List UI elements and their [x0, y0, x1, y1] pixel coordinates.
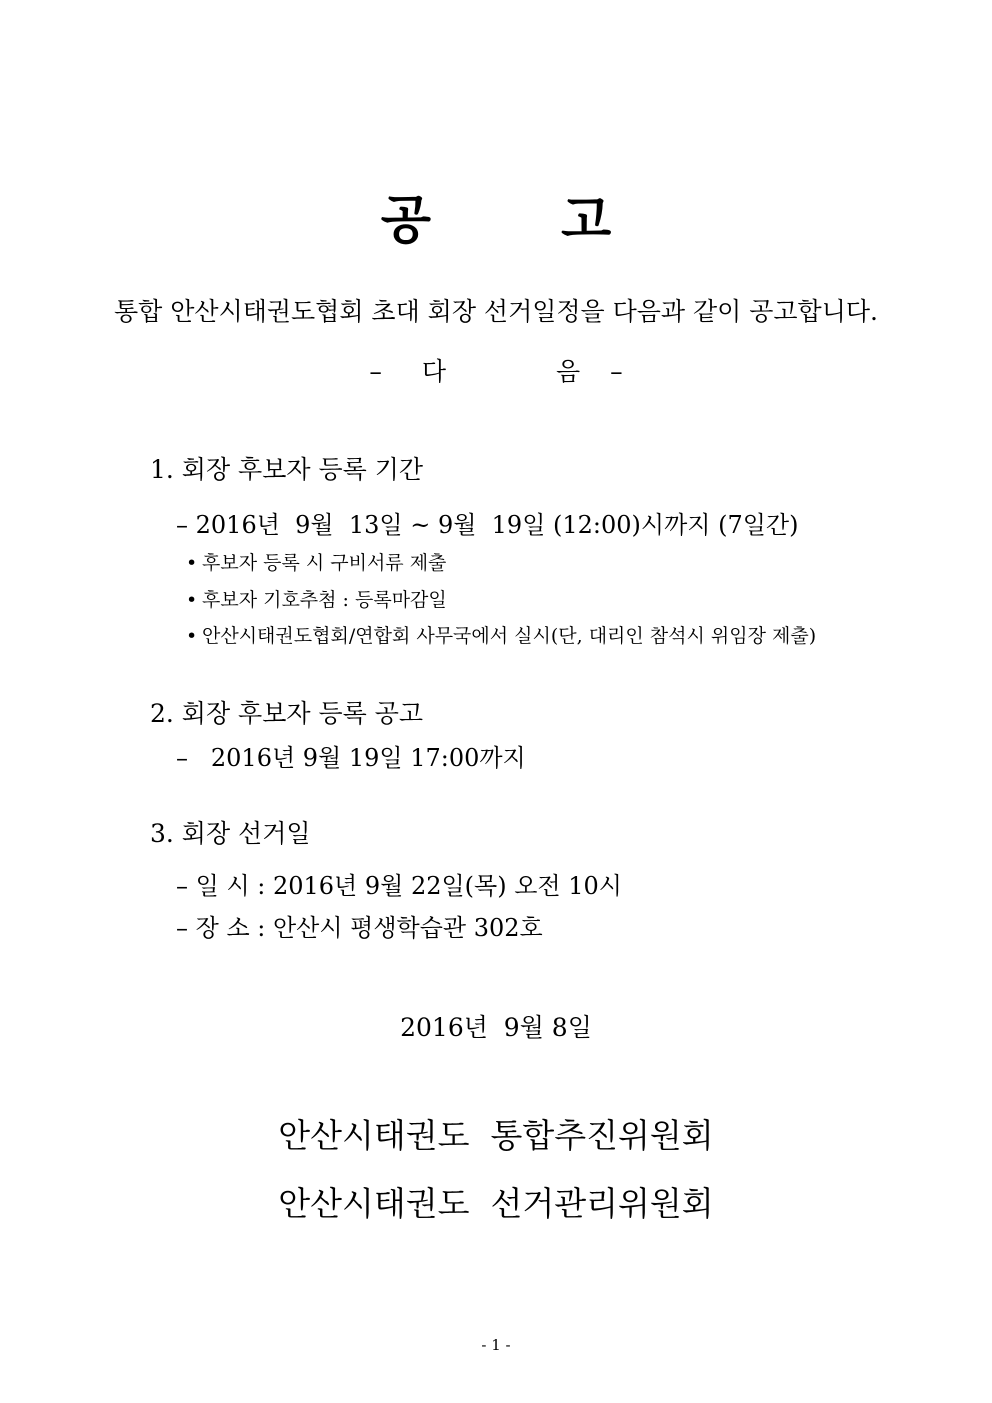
section-1-bullet	[186, 621, 816, 648]
daeum-char-2: 음	[556, 357, 581, 386]
notice-date: 2016년 9월 8일	[400, 1013, 592, 1042]
section-1-bullet	[186, 585, 447, 612]
section-3-detail-time: – 일 시 : 2016년 9월 22일(목) 오전 10시	[176, 872, 622, 900]
bullet-dot: •	[186, 589, 198, 611]
bullet-dot: •	[186, 625, 198, 647]
bullet-text: 안산시태권도협회/연합회 사무국에서 실시(단, 대리인 참석시 위임장 제출)	[202, 625, 817, 647]
daeum-heading	[0, 352, 992, 388]
section-1-detail: – 2016년 9월 13일 ~ 9월 19일 (12:00)시까지 (7일간)	[176, 511, 799, 539]
daeum-dash-left: –	[369, 357, 382, 386]
daeum-dash-right: –	[610, 357, 623, 386]
intro-text: 통합 안산시태권도협회 초대 회장 선거일정을 다음과 같이 공고합니다.	[114, 297, 878, 326]
organization-1: 안산시태권도 통합추진위원회	[278, 1116, 714, 1155]
section-3-heading: 3. 회장 선거일	[150, 819, 311, 848]
bullet-text: 후보자 기호추첨 : 등록마감일	[202, 589, 447, 611]
bullet-text: 후보자 등록 시 구비서류 제출	[202, 552, 447, 574]
daeum-char-1: 다	[421, 357, 446, 386]
title-char-2: 고	[561, 191, 612, 251]
page-number: - 1 -	[481, 1336, 511, 1354]
section-2-heading: 2. 회장 후보자 등록 공고	[150, 699, 423, 728]
section-1-heading: 1. 회장 후보자 등록 기간	[150, 455, 423, 484]
title-char-1: 공	[380, 191, 431, 251]
organization-2: 안산시태권도 선거관리위원회	[278, 1184, 714, 1223]
section-1-bullet	[186, 548, 446, 575]
section-2-detail: – 2016년 9월 19일 17:00까지	[176, 744, 526, 772]
document-title	[0, 178, 992, 253]
bullet-dot: •	[186, 552, 198, 574]
section-3-detail-place: – 장 소 : 안산시 평생학습관 302호	[176, 914, 543, 942]
